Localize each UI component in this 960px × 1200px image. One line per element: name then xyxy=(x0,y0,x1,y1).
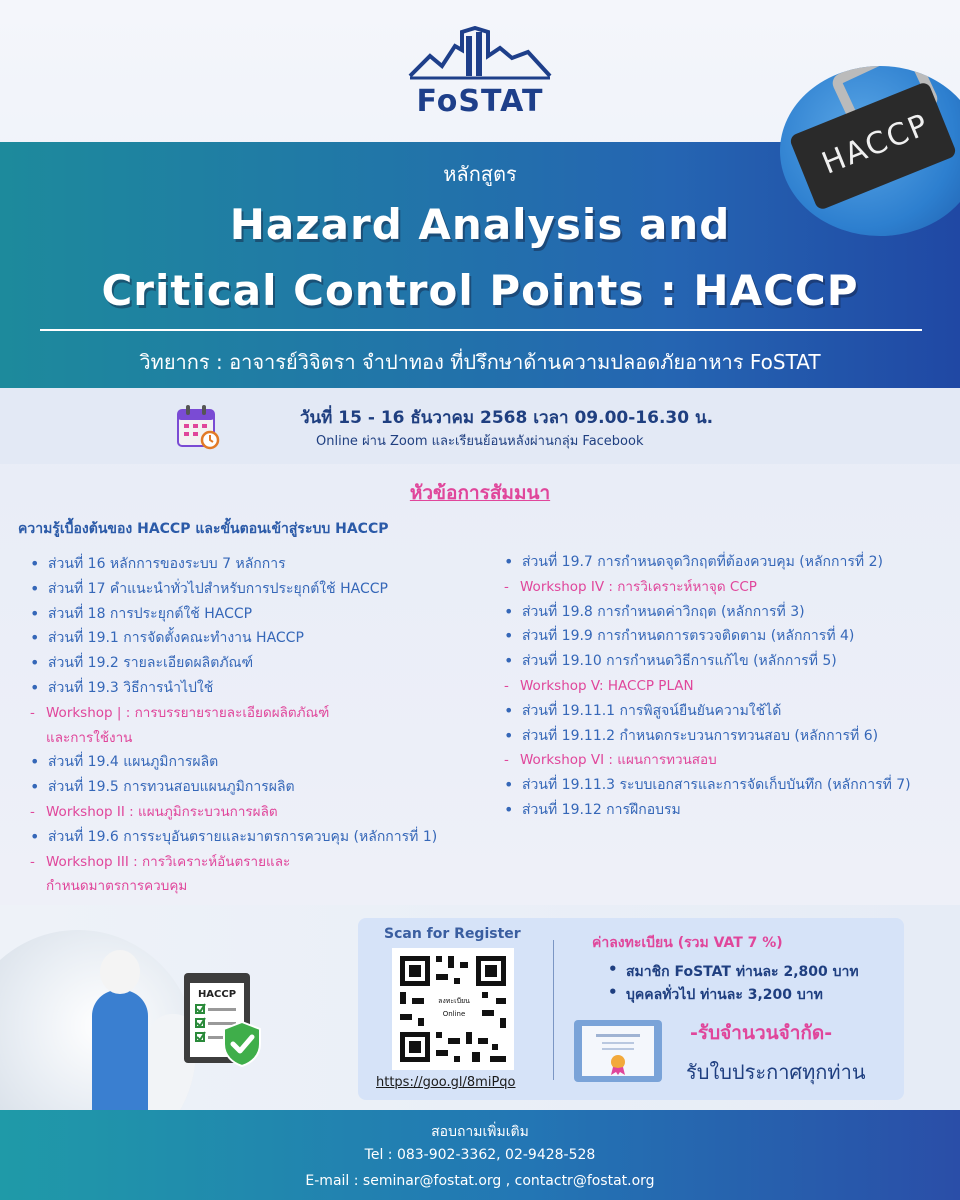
workshop-text: Workshop VI : แผนการทวนสอบ xyxy=(520,752,717,769)
title-divider xyxy=(40,329,922,331)
register-qr-code[interactable] xyxy=(392,948,514,1070)
topic-item: • ส่วนที่ 19.3 วิธีการนำไปใช้ xyxy=(30,676,495,701)
topic-item: • ส่วนที่ 17 คำแนะนำทั่วไปสำหรับการประยุกต์ใช้ HACCP xyxy=(30,577,495,602)
topic-item: • ส่วนที่ 19.4 แผนภูมิการผลิต xyxy=(30,750,495,775)
certificate-text: รับใบประกาศทุกท่าน xyxy=(686,1060,866,1084)
fee-title: ค่าลงทะเบียน (รวม VAT 7 %) xyxy=(592,935,783,951)
shield-check-icon xyxy=(220,1020,264,1068)
calendar-icon xyxy=(176,404,220,450)
workshop-item: - Workshop | : การบรรยายรายละเอียดผลิตภัณฑ์ และการใช้งาน xyxy=(30,701,495,751)
contact-email[interactable]: E-mail : seminar@fostat.org , contactr@fostat.org xyxy=(305,1173,655,1189)
fee-member: • สมาชิก FoSTAT ท่านละ 2,800 บาท xyxy=(608,961,859,983)
topic-item: • ส่วนที่ 19.11.1 การพิสูจน์ยืนยันความใช้ได้ xyxy=(504,699,954,724)
limited-seats: -รับจำนวนจำกัด- xyxy=(690,1022,833,1044)
speaker-line: วิทยากร : อาจารย์วิจิตรา จำปาทอง ที่ปรึกษาด้านความปลอดภัยอาหาร FoSTAT xyxy=(139,350,821,374)
topics-intro: ความรู้เบื้องต้นของ HACCP และขั้นตอนเข้าสู่ระบบ HACCP xyxy=(18,521,389,537)
topic-item: • ส่วนที่ 19.2 รายละเอียดผลิตภัณฑ์ xyxy=(30,651,495,676)
workshop-text: Workshop V: HACCP PLAN xyxy=(520,677,694,694)
schedule-date: วันที่ 15 - 16 ธันวาคม 2568 เวลา 09.00-16.30 น. xyxy=(300,408,714,428)
logo-text: FoSTAT xyxy=(416,84,544,119)
scan-label: Scan for Register xyxy=(384,926,521,942)
topic-item: • ส่วนที่ 18 การประยุกต์ใช้ HACCP xyxy=(30,602,495,627)
workshop-text: Workshop | : การบรรยายรายละเอียดผลิตภัณฑ์ xyxy=(46,704,330,721)
topic-item: • ส่วนที่ 19.5 การทวนสอบแผนภูมิการผลิต xyxy=(30,775,495,800)
workshop-text: Workshop IV : การวิเคราะห์หาจุด CCP xyxy=(520,578,757,595)
workshop-item: - Workshop IV : การวิเคราะห์หาจุด CCP xyxy=(504,575,954,600)
topics-heading: หัวข้อการสัมมนา xyxy=(409,482,551,504)
course-title-line2: Critical Control Points : HACCP xyxy=(101,266,859,315)
workshop-text: Workshop II : แผนภูมิกระบวนการผลิต xyxy=(46,803,278,820)
topic-item: • ส่วนที่ 19.1 การจัดตั้งคณะทำงาน HACCP xyxy=(30,626,495,651)
workshop-text-cont: และการใช้งาน xyxy=(46,729,133,746)
topic-item: • ส่วนที่ 16 หลักการของระบบ 7 หลักการ xyxy=(30,552,495,577)
contact-phone[interactable]: Tel : 083-902-3362, 02-9428-528 xyxy=(364,1147,596,1163)
workshop-text-cont: กำหนดมาตรการควบคุม xyxy=(46,878,188,895)
course-title-line1: Hazard Analysis and xyxy=(229,200,731,249)
certificate-icon xyxy=(574,1020,662,1082)
topic-item: • ส่วนที่ 19.11.2 กำหนดกระบวนการทวนสอบ (หลักการที่ 6) xyxy=(504,724,954,749)
fostat-logo xyxy=(400,26,560,119)
course-label: หลักสูตร xyxy=(443,162,517,186)
workshop-item: - Workshop V: HACCP PLAN xyxy=(504,674,954,699)
register-link[interactable]: https://goo.gl/8miPqo xyxy=(376,1075,516,1090)
clipboard-label: HACCP xyxy=(197,989,237,1000)
topic-item: • ส่วนที่ 19.8 การกำหนดค่าวิกฤต (หลักการที่ 3) xyxy=(504,600,954,625)
topics-left-column xyxy=(30,552,495,899)
qr-sub: Online xyxy=(442,1010,466,1018)
topics-right-column xyxy=(504,550,954,823)
topic-item: • ส่วนที่ 19.6 การระบุอันตรายและมาตรการควบคุม (หลักการที่ 1) xyxy=(30,825,495,850)
workshop-text: Workshop III : การวิเคราะห์อันตรายและ xyxy=(46,853,291,870)
topic-item: • ส่วนที่ 19.11.3 ระบบเอกสารและการจัดเก็บบันทึก (หลักการที่ 7) xyxy=(504,773,954,798)
register-divider xyxy=(553,940,554,1080)
topic-item: • ส่วนที่ 19.10 การกำหนดวิธีการแก้ไข (หลักการที่ 5) xyxy=(504,649,954,674)
workshop-item: - Workshop II : แผนภูมิกระบวนการผลิต xyxy=(30,800,495,825)
topic-item: • ส่วนที่ 19.9 การกำหนดการตรวจติดตาม (หลักการที่ 4) xyxy=(504,624,954,649)
fee-general: • บุคคลทั่วไป ท่านละ 3,200 บาท xyxy=(608,984,823,1006)
qr-caption: ลงทะเบียน xyxy=(438,997,470,1005)
workshop-item: - Workshop III : การวิเคราะห์อันตรายและ กำหนดมาตรการควบคุม xyxy=(30,850,495,900)
workshop-item: - Workshop VI : แผนการทวนสอบ xyxy=(504,748,954,773)
topic-item: • ส่วนที่ 19.12 การฝึกอบรม xyxy=(504,798,954,823)
logo-skyline-icon xyxy=(400,26,560,86)
schedule-mode: Online ผ่าน Zoom และเรียนย้อนหลังผ่านกลุ่ม Facebook xyxy=(316,434,644,449)
contact-heading: สอบถามเพิ่มเติม xyxy=(431,1124,529,1140)
topic-item: • ส่วนที่ 19.7 การกำหนดจุดวิกฤตที่ต้องควบคุม (หลักการที่ 2) xyxy=(504,550,954,575)
haccp-tag-text: HACCP xyxy=(817,107,935,182)
